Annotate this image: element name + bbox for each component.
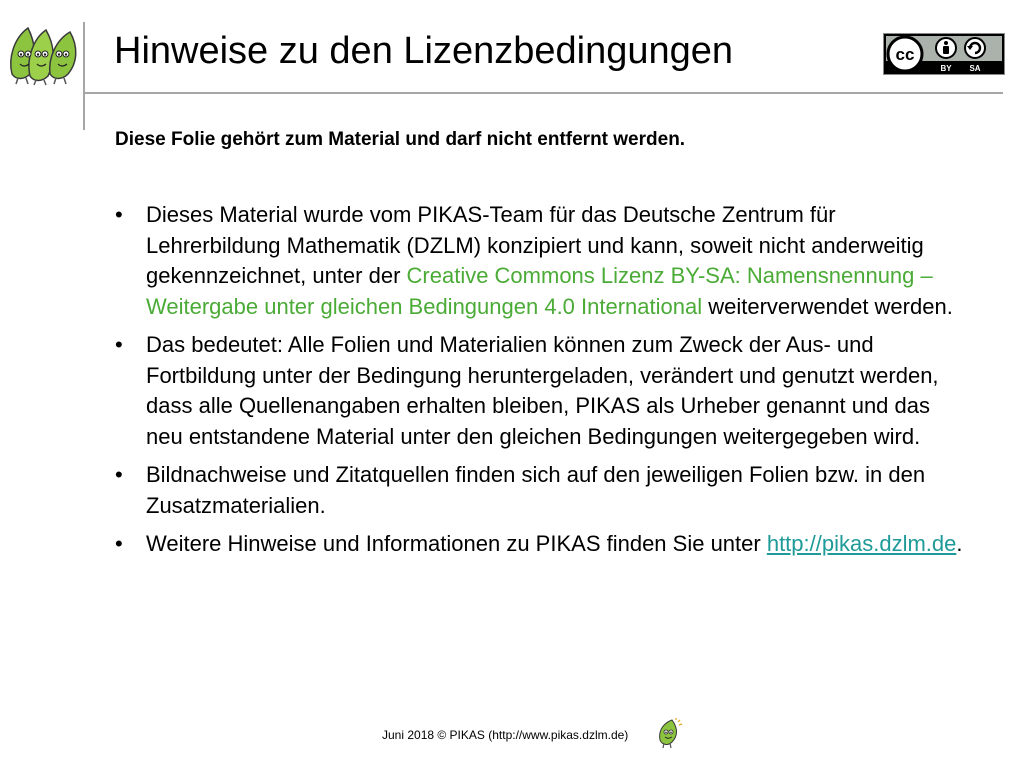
bullet-text: . <box>956 531 963 556</box>
list-item <box>115 330 965 452</box>
bullet-text: Das bedeutet: Alle Folien und Materialien können zum Zweck der Aus- und Fortbildung unter der Bedingung heruntergeladen, verändert und genutzt werden, dass alle Quellenangaben erhalten bleiben, PIKAS als Urheber genannt und das neu entstandene Material unter den gleichen Bedingungen weitergegeben wird. <box>146 332 939 449</box>
bullet-text: weiterverwendet werden. <box>702 293 953 319</box>
cc-badge-cc-text: cc <box>895 45 915 64</box>
page-title: Hinweise zu den Lizenzbedingungen <box>114 30 734 72</box>
pikas-leaf-mascot-icon <box>654 718 686 750</box>
header-vertical-rule <box>83 22 85 130</box>
list-item <box>115 200 965 322</box>
list-item <box>115 460 965 521</box>
license-bullet-list <box>115 200 965 568</box>
cc-by-sa-badge-icon[interactable] <box>883 33 1005 75</box>
bullet-marker: • <box>115 531 123 556</box>
bullet-text: Dieses Material wurde vom PIKAS-Team für das Deutsche Zentrum für Lehrerbildung Mathematik (DZLM) konzipiert und kann, soweit nicht anderweitig gekennzeichnet, unter der <box>146 202 924 288</box>
header-horizontal-rule <box>83 92 1003 94</box>
pikas-leaves-logo-icon <box>8 24 80 86</box>
bullet-marker: • <box>115 202 123 227</box>
bullet-text: Bildnachweise und Zitatquellen finden sich auf den jeweiligen Folien bzw. in den Zusatzmaterialien. <box>146 462 926 518</box>
pikas-url-link[interactable]: http://pikas.dzlm.de <box>766 531 957 556</box>
bullet-marker: • <box>115 462 123 487</box>
cc-badge-sa-text: SA <box>969 64 981 73</box>
notice-subtitle: Diese Folie gehört zum Material und darf nicht entfernt werden. <box>115 129 686 150</box>
footer-copyright: Juni 2018 © PIKAS (http://www.pikas.dzlm.de) <box>382 728 629 742</box>
bullet-marker: • <box>115 332 123 357</box>
list-item <box>115 529 965 560</box>
cc-badge-by-text: BY <box>940 64 952 73</box>
license-link[interactable]: Creative Commons Lizenz BY-SA: Namensnennung – Weitergabe unter gleichen Bedingungen 4.0 International <box>146 263 933 319</box>
bullet-text: Weitere Hinweise und Informationen zu PIKAS finden Sie unter <box>146 531 767 556</box>
